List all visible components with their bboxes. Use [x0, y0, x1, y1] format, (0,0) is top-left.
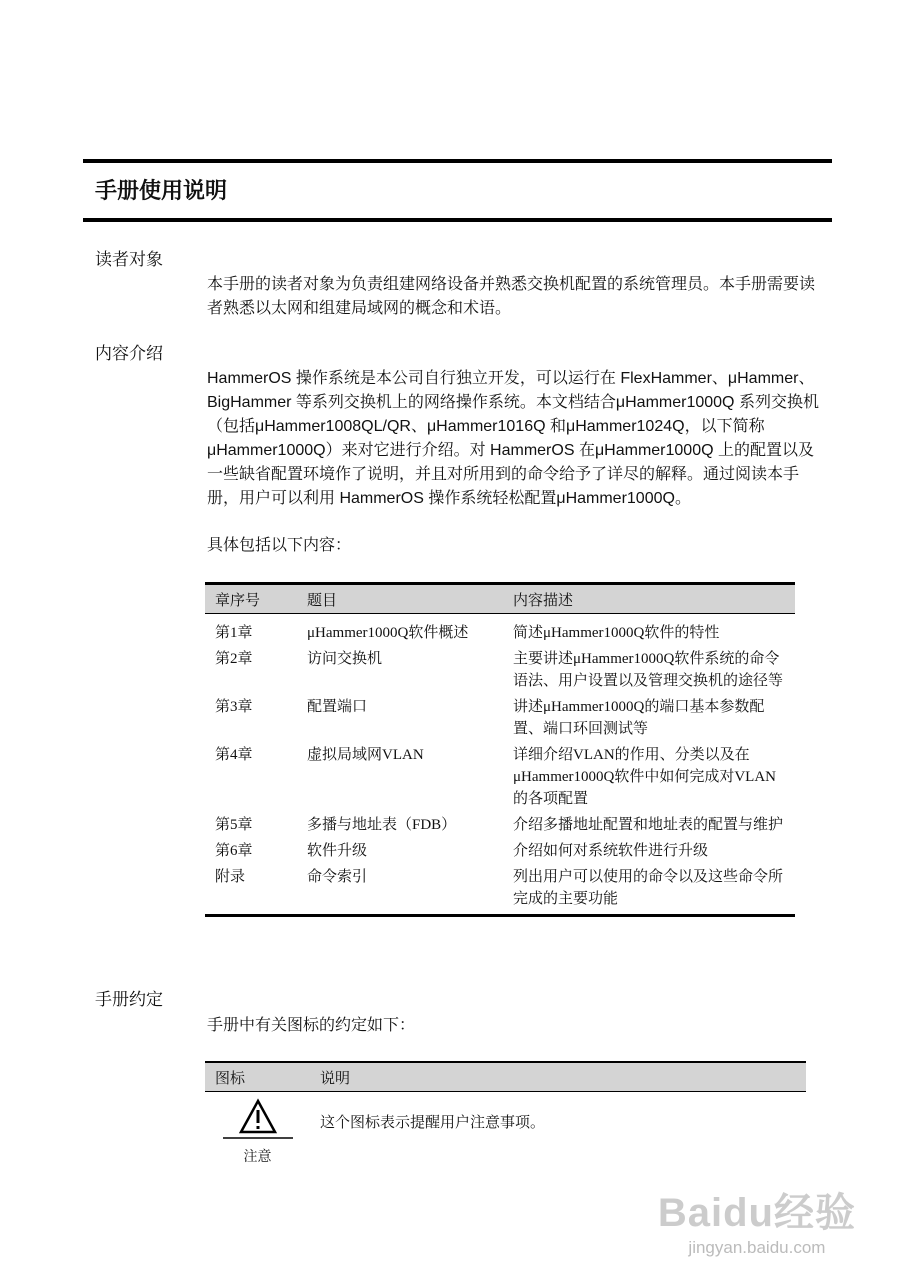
table-row [205, 742, 795, 812]
desc-cell: 详细介绍VLAN的作用、分类以及在μHammer1000Q软件中如何完成对VLAN的各项配置 [513, 747, 777, 807]
table-row [205, 838, 795, 864]
icons-table [205, 1061, 806, 1171]
table-row [205, 614, 795, 647]
content-lead: 具体包括以下内容： [207, 537, 352, 554]
desc-cell: 讲述μHammer1000Q的端口基本参数配置、端口环回测试等 [513, 699, 765, 737]
heading-conventions: 手册约定 [95, 990, 163, 1009]
content-body: HammerOS 操作系统是本公司自行独立开发，可以运行在 FlexHammer、μHammer、BigHammer 等系列交换机上的网络操作系统。本文档结合μHammer1000Q 系列交换机（包括μHammer1008QL/QR、μHammer1016Q 和μHammer1024Q，以下简称μHammer1000Q）来对它进行介绍。对 HammerOS 在μHammer1000Q 上的配置以及一些缺省配置环境作了说明，并且对所用到的命令给予了详尽的解释。通过阅读本手册，用户可以利用 HammerOS 操作系统轻松配置μHammer1000Q。 [207, 370, 819, 507]
table-row [205, 864, 795, 916]
topic-cell: 访问交换机 [307, 651, 383, 667]
table-row [205, 694, 795, 742]
watermark-url: jingyan.baidu.com [688, 1238, 826, 1257]
topic-cell: μHammer1000Q软件概述 [307, 625, 469, 641]
conventions-body: 手册中有关图标的约定如下： [207, 1017, 416, 1034]
chapter-cell: 第2章 [215, 651, 253, 667]
watermark-brand: Baidu经验 [657, 1191, 856, 1235]
chapters-table [205, 582, 795, 917]
col-header: 说明 [310, 1062, 806, 1092]
table-row [205, 812, 795, 838]
table-row [205, 646, 795, 694]
desc-cell: 介绍多播地址配置和地址表的配置与维护 [513, 817, 784, 833]
desc-cell: 主要讲述μHammer1000Q软件系统的命令语法、用户设置以及管理交换机的途径等 [513, 651, 784, 689]
topic-cell: 命令索引 [307, 869, 368, 885]
watermark [658, 1181, 856, 1258]
col-header: 图标 [205, 1062, 310, 1092]
desc-cell: 简述μHammer1000Q软件的特性 [513, 625, 720, 641]
chapter-cell: 第6章 [215, 843, 253, 859]
chapter-cell: 第4章 [215, 747, 253, 763]
chapter-cell: 附录 [215, 869, 246, 885]
heading-readers: 读者对象 [95, 250, 163, 269]
col-header: 章序号 [205, 584, 297, 614]
title-rule [83, 218, 832, 222]
topic-cell: 多播与地址表（FDB） [307, 817, 457, 833]
table-row [205, 1092, 806, 1172]
warning-icon [223, 1098, 293, 1144]
desc-cell: 列出用户可以使用的命令以及这些命令所完成的主要功能 [513, 869, 784, 907]
readers-body: 本手册的读者对象为负责组建网络设备并熟悉交换机配置的系统管理员。本手册需要读者熟悉以太网和组建局域网的概念和术语。 [207, 276, 816, 317]
desc-cell: 介绍如何对系统软件进行升级 [513, 843, 709, 859]
chapter-cell: 第1章 [215, 625, 253, 641]
chapter-cell: 第3章 [215, 699, 253, 715]
topic-cell: 软件升级 [307, 843, 368, 859]
page-title: 手册使用说明 [95, 178, 228, 203]
topic-cell: 虚拟局域网VLAN [307, 747, 424, 763]
warning-label: 注意 [243, 1150, 272, 1165]
chapter-cell: 第5章 [215, 817, 253, 833]
col-header: 内容描述 [503, 584, 795, 614]
top-rule [83, 159, 832, 163]
heading-content: 内容介绍 [95, 344, 163, 363]
topic-cell: 配置端口 [307, 699, 368, 715]
icon-desc: 这个图标表示提醒用户注意事项。 [320, 1115, 546, 1131]
col-header: 题目 [297, 584, 503, 614]
